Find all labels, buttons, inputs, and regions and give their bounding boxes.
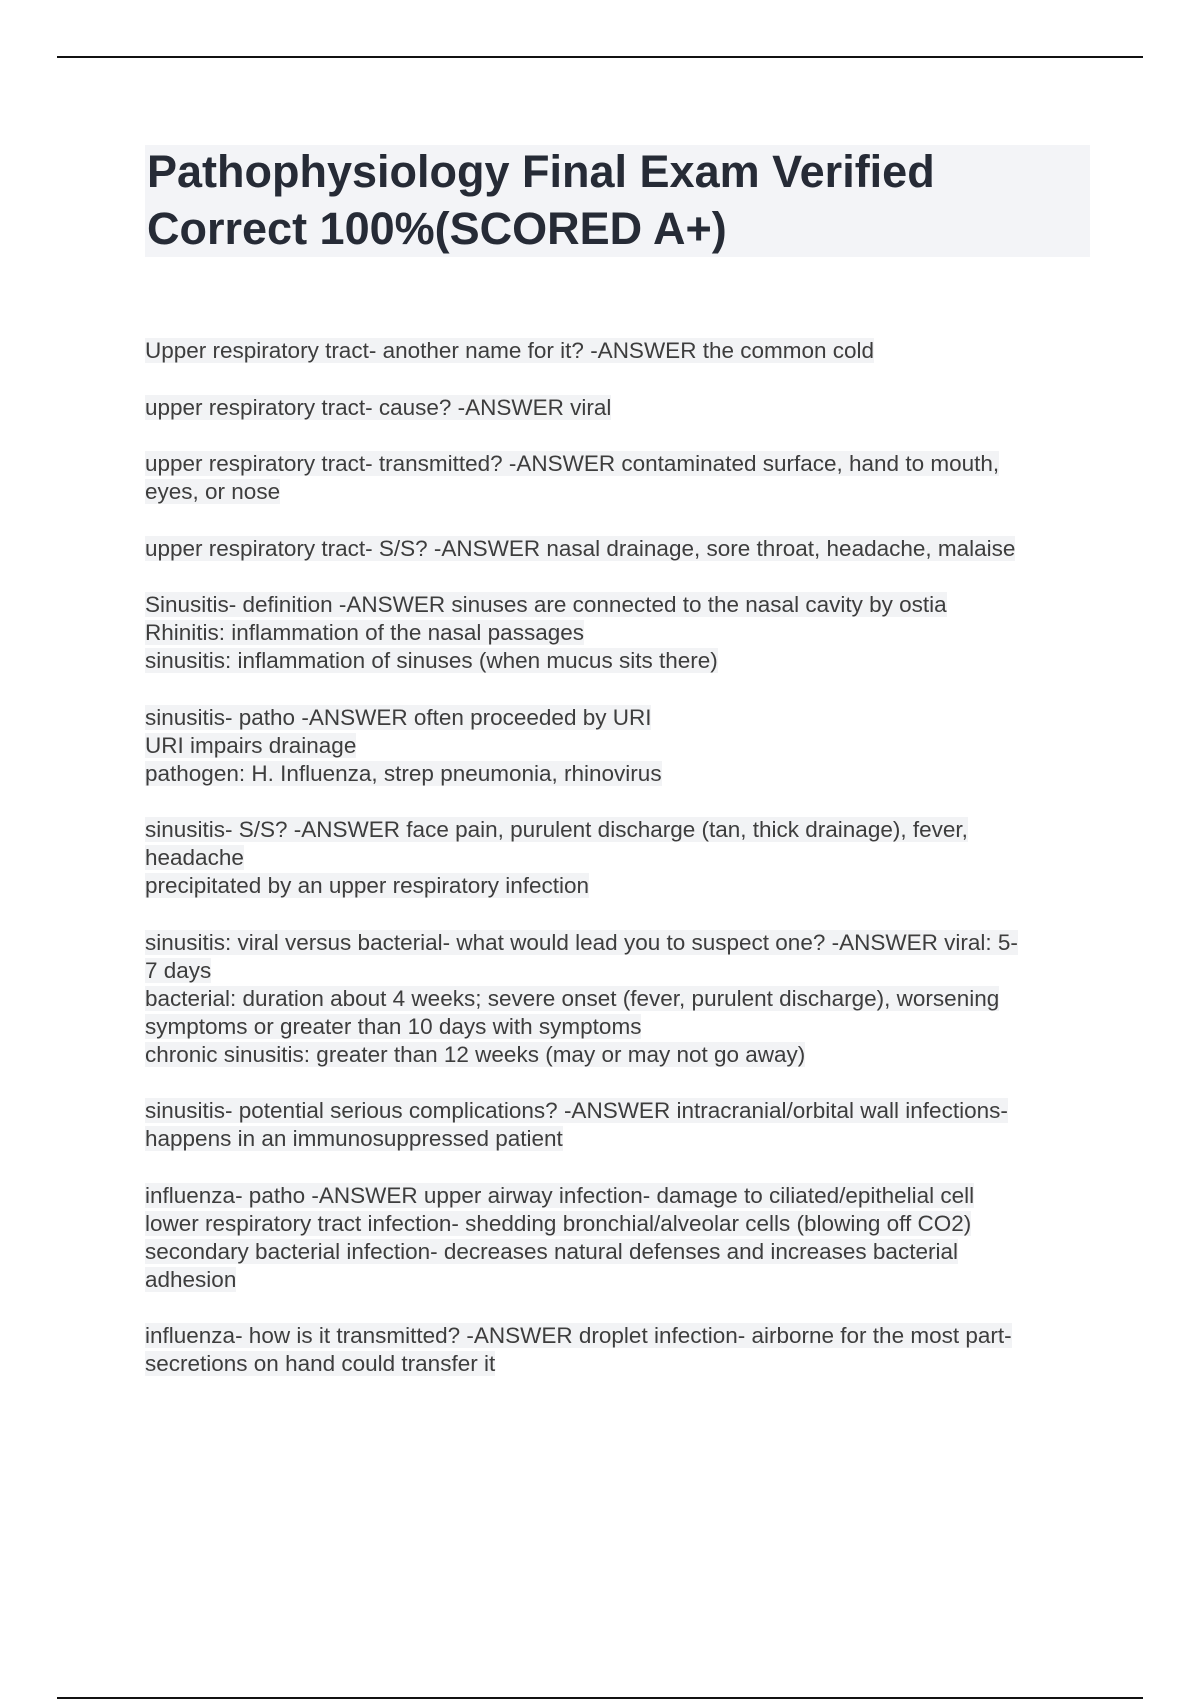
- qa-item: [145, 394, 1085, 422]
- qa-line: [145, 1182, 1085, 1210]
- qa-line: [145, 760, 1085, 788]
- document-title: [147, 143, 1087, 257]
- qa-item: [145, 1097, 1085, 1153]
- qa-item: [145, 1322, 1085, 1378]
- qa-line-text: adhesion: [145, 1266, 237, 1292]
- qa-line-text: precipitated by an upper respiratory infection: [145, 873, 590, 898]
- qa-line: [145, 1238, 1085, 1266]
- qa-line-text: lower respiratory tract infection- shedding bronchial/alveolar cells (blowing off CO2): [145, 1210, 972, 1236]
- qa-line: [145, 1097, 1085, 1125]
- qa-line-text: secondary bacterial infection- decreases natural defenses and increases bacterial: [145, 1238, 958, 1264]
- qa-line: [145, 704, 1085, 732]
- qa-line-text: sinusitis- S/S? -ANSWER face pain, purulent discharge (tan, thick drainage), fever,: [145, 817, 968, 842]
- qa-line: [145, 1266, 1085, 1294]
- qa-line-text: eyes, or nose: [145, 479, 281, 504]
- qa-line: [145, 1210, 1085, 1238]
- qa-item: [145, 535, 1085, 563]
- qa-line-text: Rhinitis: inflammation of the nasal passages: [145, 620, 584, 645]
- qa-line-text: sinusitis- patho -ANSWER often proceeded by URI: [145, 704, 652, 730]
- qa-line-text: sinusitis- potential serious complications? -ANSWER intracranial/orbital wall infections-: [145, 1098, 1008, 1123]
- qa-line-text: influenza- how is it transmitted? -ANSWER droplet infection- airborne for the most part-: [145, 1323, 1012, 1348]
- qa-line: [145, 1350, 1085, 1378]
- qa-line: [145, 1013, 1085, 1041]
- qa-line-text: secretions on hand could transfer it: [145, 1351, 496, 1376]
- qa-line: [145, 647, 1085, 675]
- qa-line-text: sinusitis: viral versus bacterial- what would lead you to suspect one? -ANSWER viral: 5-: [145, 929, 1018, 955]
- qa-line: [145, 1322, 1085, 1350]
- qa-line: [145, 957, 1085, 985]
- title-line-1: Pathophysiology Final Exam Verified: [147, 146, 935, 197]
- page-top-rule: [57, 56, 1143, 58]
- qa-item: [145, 591, 1085, 675]
- qa-line-text: Upper respiratory tract- another name for it? -ANSWER the common cold: [145, 338, 875, 363]
- qa-item: [145, 450, 1085, 506]
- qa-line: [145, 591, 1085, 619]
- qa-line-text: Sinusitis- definition -ANSWER sinuses are connected to the nasal cavity by ostia: [145, 592, 947, 617]
- qa-line-text: happens in an immunosuppressed patient: [145, 1126, 563, 1151]
- qa-line-text: symptoms or greater than 10 days with symptoms: [145, 1013, 642, 1039]
- qa-line: [145, 450, 1085, 478]
- qa-line-text: 7 days: [145, 957, 212, 983]
- qa-line-text: chronic sinusitis: greater than 12 weeks (may or may not go away): [145, 1041, 806, 1067]
- qa-list: [145, 337, 1085, 1407]
- qa-item: [145, 816, 1085, 900]
- qa-line: [145, 844, 1085, 872]
- qa-line-text: headache: [145, 845, 244, 870]
- qa-item: [145, 929, 1085, 1069]
- qa-line: [145, 732, 1085, 760]
- qa-line: [145, 872, 1085, 900]
- qa-line: [145, 337, 1085, 365]
- qa-line: [145, 985, 1085, 1013]
- qa-line-text: sinusitis: inflammation of sinuses (when mucus sits there): [145, 648, 718, 673]
- qa-line-text: bacterial: duration about 4 weeks; severe onset (fever, purulent discharge), worsening: [145, 985, 1000, 1011]
- title-line-2: Correct 100%(SCORED A+): [147, 203, 727, 254]
- qa-item: [145, 337, 1085, 365]
- qa-line: [145, 535, 1085, 563]
- qa-line-text: upper respiratory tract- cause? -ANSWER viral: [145, 394, 612, 420]
- page-bottom-rule: [57, 1697, 1143, 1699]
- qa-line: [145, 816, 1085, 844]
- qa-line: [145, 394, 1085, 422]
- qa-line: [145, 1125, 1085, 1153]
- qa-line: [145, 1041, 1085, 1069]
- qa-item: [145, 1182, 1085, 1294]
- qa-line: [145, 478, 1085, 506]
- qa-line-text: influenza- patho -ANSWER upper airway infection- damage to ciliated/epithelial cell: [145, 1182, 975, 1208]
- qa-line-text: URI impairs drainage: [145, 732, 357, 758]
- qa-line-text: upper respiratory tract- transmitted? -ANSWER contaminated surface, hand to mouth,: [145, 451, 1000, 476]
- qa-line: [145, 929, 1085, 957]
- qa-line: [145, 619, 1085, 647]
- qa-item: [145, 704, 1085, 788]
- qa-line-text: upper respiratory tract- S/S? -ANSWER nasal drainage, sore throat, headache, malaise: [145, 535, 1016, 561]
- qa-line-text: pathogen: H. Influenza, strep pneumonia, rhinovirus: [145, 760, 662, 786]
